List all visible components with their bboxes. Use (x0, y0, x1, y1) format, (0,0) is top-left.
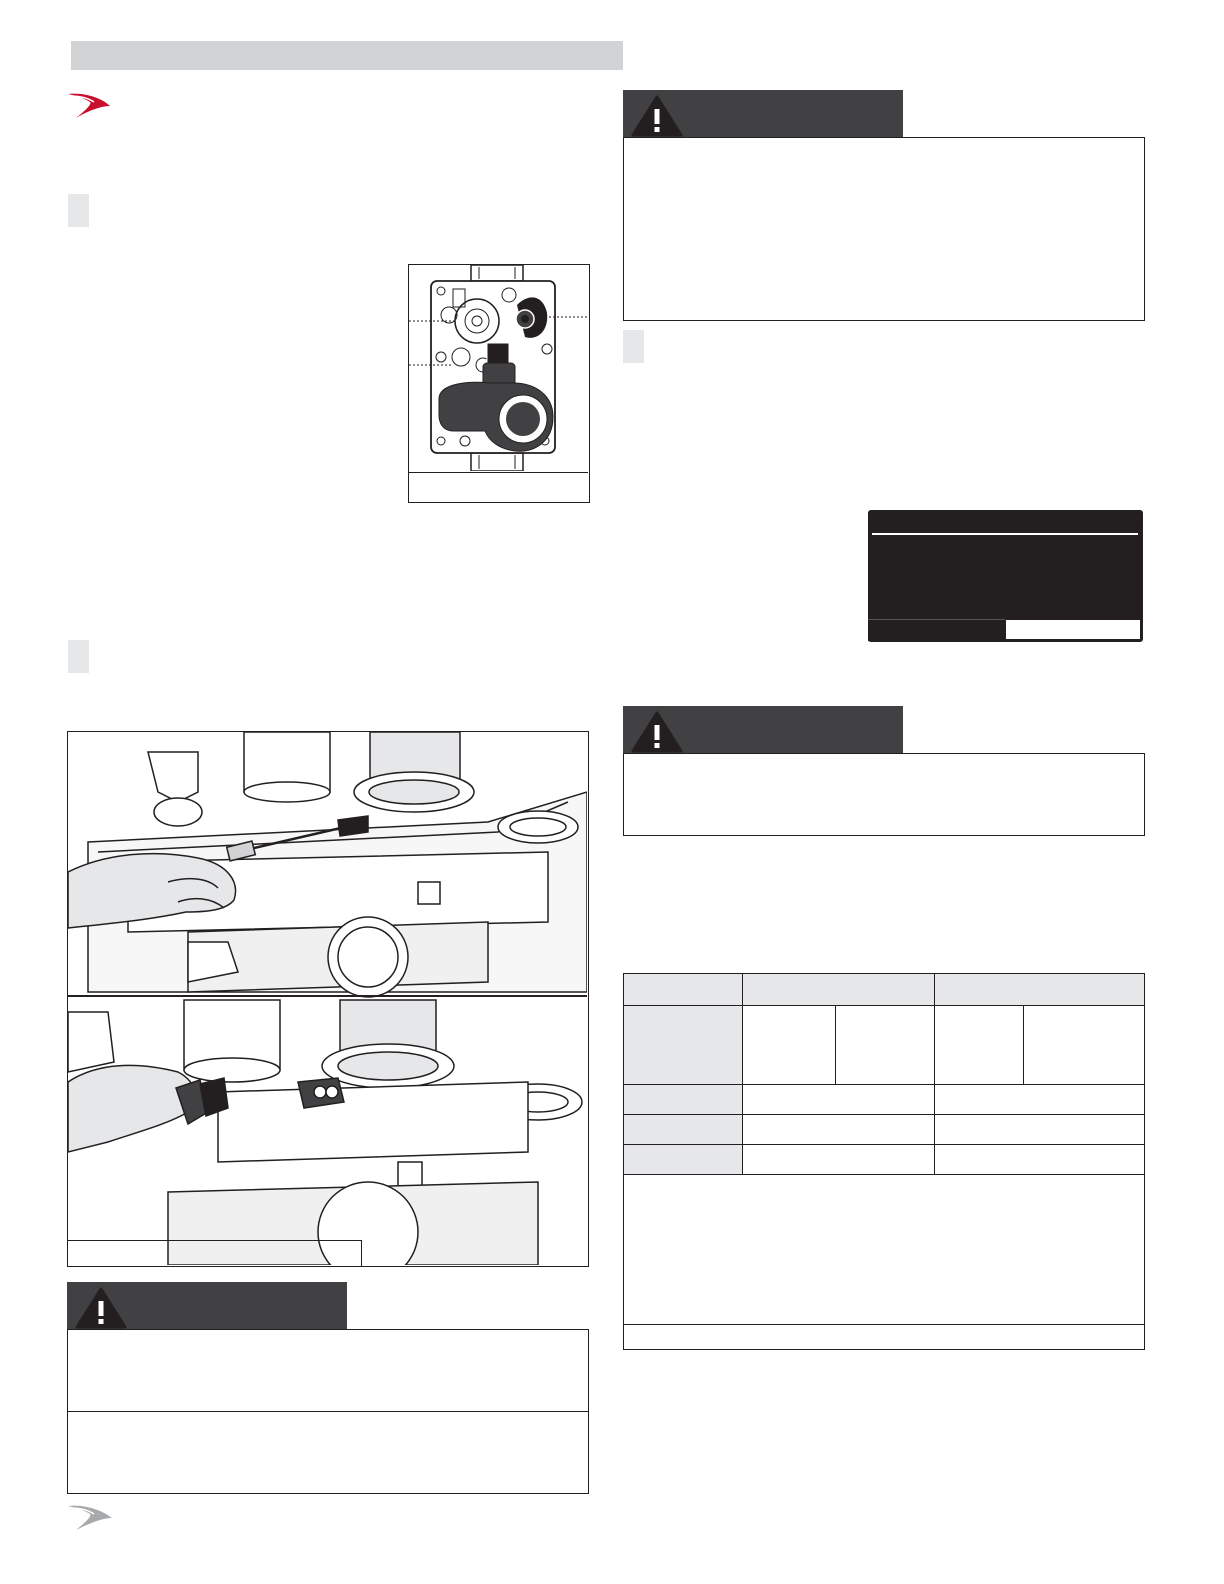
table-cell (743, 1145, 935, 1175)
table-cell: _ (935, 1085, 1145, 1115)
table-row-label (624, 1085, 743, 1115)
table-header-cell (743, 974, 935, 1006)
warning-body (67, 1411, 589, 1494)
table-subheader-cell (935, 1006, 1024, 1085)
table-row-label (624, 1145, 743, 1175)
step-marker (623, 330, 644, 363)
table-cell: _ (743, 1085, 935, 1115)
warning-body (623, 137, 1145, 321)
warning-body (623, 753, 1145, 836)
warning-triangle-icon (631, 95, 683, 137)
table-notes (624, 1175, 1145, 1325)
warning-header (623, 90, 903, 139)
display-left-button[interactable] (868, 619, 1005, 641)
burner-cleaning-figure (67, 731, 589, 1267)
warning-header (623, 706, 903, 755)
figure-caption (409, 472, 588, 502)
warning-triangle-icon (75, 1287, 127, 1329)
table-subheader-cell (836, 1006, 935, 1085)
table-cell (743, 1115, 935, 1145)
figure-caption (68, 1240, 362, 1266)
gas-valve-illustration (409, 265, 588, 471)
gas-valve-figure (408, 264, 590, 503)
swoosh-logo-icon (66, 90, 114, 120)
table-header-cell (935, 974, 1145, 1006)
step-marker (68, 640, 89, 673)
section-banner (71, 41, 623, 70)
table-subheader-cell (743, 1006, 836, 1085)
step-marker (68, 194, 89, 227)
table-footer (624, 1325, 1145, 1350)
warning-triangle-icon (631, 711, 683, 753)
table-cell (935, 1145, 1145, 1175)
warning-body (67, 1329, 589, 1413)
spec-table (623, 973, 1145, 1350)
display-right-button[interactable] (1005, 619, 1141, 640)
display-divider (872, 533, 1138, 535)
table-row-label (624, 1115, 743, 1145)
table-header-cell (624, 1006, 743, 1085)
control-display-panel (868, 510, 1143, 642)
table-cell (935, 1115, 1145, 1145)
table-subheader-cell (1024, 1006, 1145, 1085)
burner-cleaning-photo (68, 732, 587, 1265)
warning-header (67, 1282, 347, 1331)
swoosh-logo-icon-grey (66, 1502, 116, 1532)
table-header-cell (624, 974, 743, 1006)
